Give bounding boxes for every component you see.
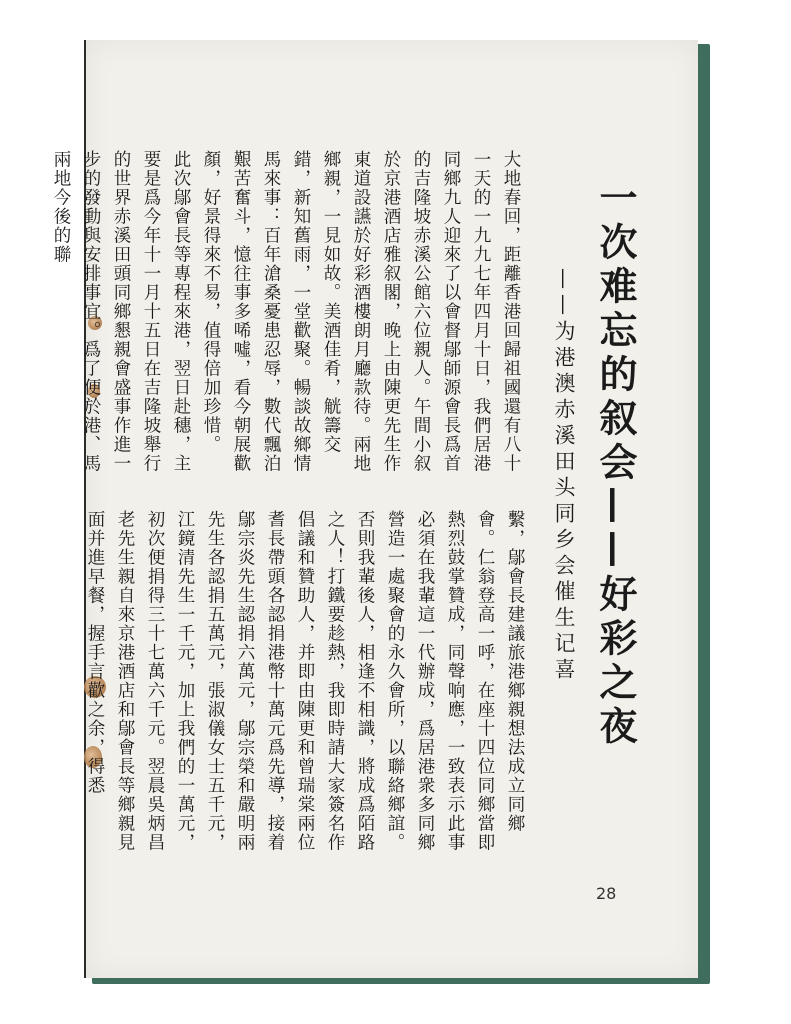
paragraph-3: 繫，鄔會長建議旅港鄉親想法成立同鄉會。仁翁登高一呼，在座十四位同鄉當即熱烈鼓掌贊成，同聲响應，一致表示此事必須在我輩這一代辦成，爲居港衆多同鄉營造一處聚會的永久會所，以聯絡鄉誼。否則我輩後人，相逢不相識，將成爲陌路之人！打鐵要趁熱，我即時請大家簽名作倡議和贊助人，并即由陳更和曾瑞棠兩位耆長帶頭各認捐港幣十萬元爲先導，接着鄔宗炎先生認捐六萬元，鄔宗榮和嚴明兩先生各認捐五萬元，張淑儀女士五千元，江鏡清先生一千元，加上我們的一萬元，初次便捐得三十七萬六千元。翌晨吳炳昌老先生親自來京港酒店和鄔會長等鄉親見面并進早餐，握手言歡之余，得悉 — [85, 510, 525, 852]
paragraph-1: 大地春回，距離香港回歸祖國還有八十一天的一九九七年四月十日，我們居港同鄉九人迎來了以會督鄔師源會長爲首的吉隆坡赤溪公館六位親人。午間小叙於京港酒店雅叙閣，晚上由陳更先生作東道設讌於好彩酒樓朗月廳款待。兩地鄉親，一見如故。美酒佳肴，觥籌交錯，新知舊雨，一堂歡聚。暢談故鄉情馬來事：百年滄桑憂患忍辱，數代飄泊艱苦奮斗，憶往事多唏噓，看今朝展歡顏，好景得來不易，值得倍加珍惜。 — [201, 150, 521, 473]
paragraph-2: 此次鄔會長等專程來港，翌日赴穗，主要是爲今年十一月十五日在吉隆坡舉行的世界赤溪田頭同鄉懇親會盛事作進一步的發動與安排事宜。爲了便於港、馬兩地今後的聯 — [51, 150, 191, 473]
page-number: 28 — [596, 884, 617, 903]
body-text-upper — [51, 150, 526, 490]
body-text-lower — [85, 510, 530, 870]
article-title: 一次难忘的叙会——好彩之夜 — [593, 178, 638, 750]
article-subtitle: ——为港澳赤溪田头同乡会催生记喜 — [552, 268, 576, 684]
